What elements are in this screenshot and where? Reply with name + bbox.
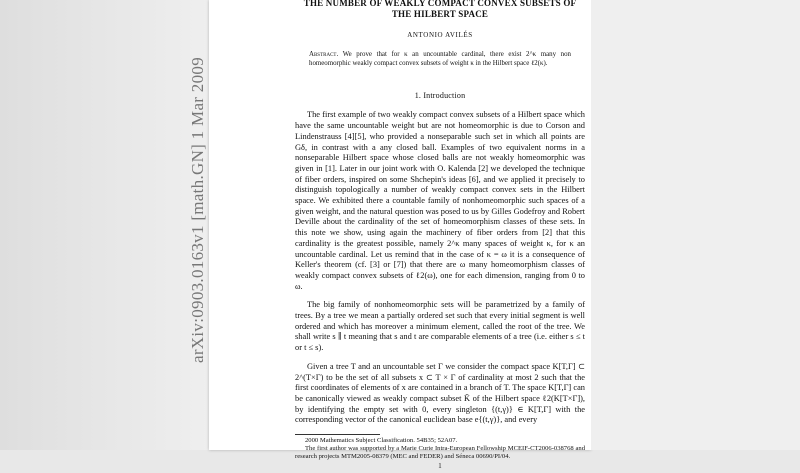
abstract (309, 50, 571, 68)
page-number: 1 (438, 463, 442, 471)
viewer-margin (591, 0, 800, 450)
abstract-text: We prove that for κ an uncountable cardinal, there exist 2^κ many non homeomorphic weakly compact convex subsets of weight κ in the Hilbert space ℓ2(κ). (309, 50, 571, 67)
body-paragraph: Given a tree T and an uncountable set Γ we consider the compact space K[T,Γ] ⊂ 2^(T×Γ) to be the set of all subsets x ⊂ T × Γ of cardinality at most 2 such that the first coordinates of elements of x are contained in a branch of T. The space K[T,Γ] can be canonically viewed as weakly compact subset K̃ of the Hilbert space ℓ2(K[T×Γ]), by identifying the empty set with 0, every singleton {(t,γ)} ∈ K[T,Γ] with the corresponding vector of the canonical euclidean base e{(t,γ)}, and every (295, 361, 585, 425)
title-line: THE NUMBER OF WEAKLY COMPACT CONVEX SUBSETS OF (303, 0, 577, 8)
page-content (295, 0, 585, 473)
body-paragraph: The big family of nonhomeomorphic sets will be parametrized by a family of trees. By a tree we mean a partially ordered set such that every initial segment is well ordered and which has moreover a minimum element, called the root of the tree. We shall write s ∥ t meaning that s and t are comparable elements of a tree (i.e. either s ≤ t or t ≤ s). (295, 300, 585, 353)
arxiv-stamp-text: arXiv:0903.0163v1 [math.GN] 1 Mar 2009 (188, 56, 207, 364)
footnotes (295, 437, 585, 461)
paper-title (295, 0, 585, 20)
footnote-divider (295, 434, 380, 435)
section-heading: 1. Introduction (414, 90, 466, 100)
body-paragraph: The first example of two weakly compact convex subsets of a Hilbert space which have the same uncountable weight but are not homeomorphic is due to Corson and Lindenstrauss [4][5], who provided a nonseparable such set in which all points are Gδ, in contrast with a any closed ball. Examples of two equivalent norms in a nonseparable Hilbert space whose closed balls are not weakly homeomorphic was given in [1]. Later in our joint work with O. Kalenda [2] we developed the technique of fiber orders, inspired on some Shchepin's ideas [6], and we applied it precisely to distinguish topologically a number of weakly compact convex sets in the Hilbert space. We exhibited there a countable family of nonhomeomorphic such spaces of a given weight, and the natural question was posed to us by Gilles Godefroy and Robert Deville about the cardinality of the set of homeomorphism classes of these sets. In this note we show, using again the machinery of fiber orders from [2] that this cardinality is the greatest possible, namely 2^κ many spaces of weight κ, for κ an uncountable cardinal. Let us remind that in the case of κ = ω it is a consequence of Keller's theorem (cf. [3] or [7]) that there are ω many homeomorphism classes of weakly compact convex subsets of ℓ2(ω), one for each dimension, ranging from 0 to ω. (295, 110, 585, 291)
title-line: THE HILBERT SPACE (391, 9, 489, 19)
paper-page (209, 0, 591, 471)
footnote-funding: The first author was supported by a Marie Curie Intra-European Fellowship MCEIF-CT2006-038768 and research projects MTM2005-08379 (MEC and FEDER) and Séneca 00690/PI/04. (295, 445, 585, 461)
author-name: ANTONIO AVILÉS (407, 31, 473, 39)
abstract-label: Abstract. (309, 50, 339, 58)
footnote-classification: 2000 Mathematics Subject Classification. 54B35; 52A07. (305, 437, 458, 445)
